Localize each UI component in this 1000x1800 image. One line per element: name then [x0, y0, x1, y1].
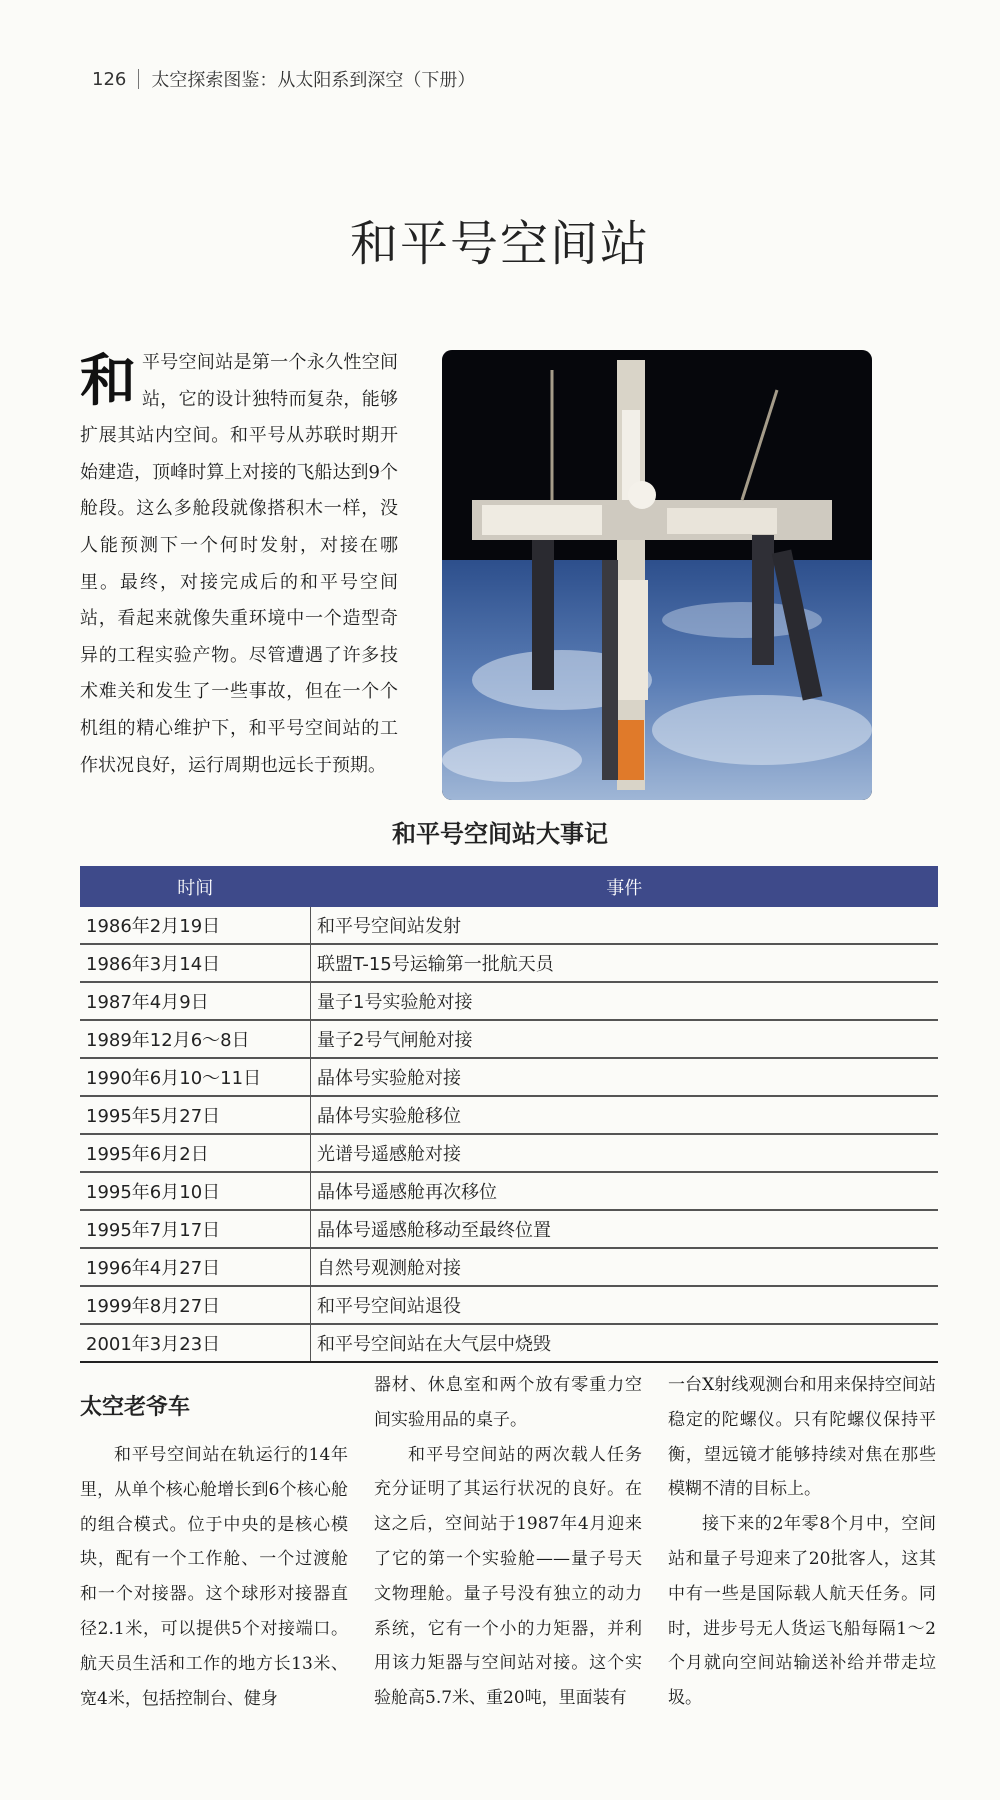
- event-description: 联盟T-15号运输第一批航天员: [311, 944, 939, 982]
- column-3: [668, 1368, 936, 1716]
- event-date: 1986年3月14日: [80, 944, 311, 982]
- page-number: 126: [92, 68, 127, 90]
- column-2-paragraph-2: 和平号空间站的两次载人任务充分证明了其运行状况的良好。在这之后，空间站于1987年4月迎来了它的第一个实验舱——量子号天文物理舱。量子号没有独立的动力系统，它有一个小的力矩器，并利用该力矩器与空间站对接。这个实验舱高5.7米、重20吨，里面装有: [374, 1444, 642, 1709]
- page-title: 和平号空间站: [349, 216, 650, 272]
- event-description: 晶体号实验舱对接: [311, 1058, 939, 1096]
- header-divider: [138, 69, 139, 89]
- event-date: 1990年6月10～11日: [80, 1058, 311, 1096]
- column-3-paragraph-1: 一台X射线观测台和用来保持空间站稳定的陀螺仪。只有陀螺仪保持平衡，望远镜才能够持续对焦在那些模糊不清的目标上。: [668, 1375, 936, 1500]
- table-row: [80, 982, 938, 1020]
- event-description: 自然号观测舱对接: [311, 1248, 939, 1286]
- event-description: 晶体号实验舱移位: [311, 1096, 939, 1134]
- event-date: 1987年4月9日: [80, 982, 311, 1020]
- event-date: 1995年6月2日: [80, 1134, 311, 1172]
- mir-station-photo: [442, 350, 872, 800]
- table-body: [80, 907, 938, 1362]
- event-description: 和平号空间站在大气层中烧毁: [311, 1324, 939, 1362]
- event-date: 1995年5月27日: [80, 1096, 311, 1134]
- column-2: [374, 1368, 642, 1716]
- column-2-paragraph-1: 器材、休息室和两个放有零重力空间实验用品的桌子。: [374, 1375, 642, 1430]
- table-row: [80, 907, 938, 944]
- event-date: 1995年6月10日: [80, 1172, 311, 1210]
- event-description: 和平号空间站发射: [311, 907, 939, 944]
- event-date: 2001年3月23日: [80, 1324, 311, 1362]
- column-1: [80, 1438, 348, 1716]
- events-table: [80, 866, 938, 1363]
- section-heading: 太空老爷车: [80, 1395, 191, 1420]
- table-row: [80, 1324, 938, 1362]
- intro-text: 平号空间站是第一个永久性空间站，它的设计独特而复杂，能够扩展其站内空间。和平号从苏联时期开始建造，顶峰时算上对接的飞船达到9个舱段。这么多舱段就像搭积木一样，没人能预测下一个何时发射，对接在哪里。最终，对接完成后的和平号空间站，看起来就像失重环境中一个造型奇异的工程实验产物。尽管遭遇了许多技术难关和发生了一些事故，但在一个个机组的精心维护下，和平号空间站的工作状况良好，运行周期也远长于预期。: [80, 352, 398, 776]
- running-header: [92, 66, 475, 92]
- table-title: 和平号空间站大事记: [392, 820, 608, 848]
- table-row: [80, 944, 938, 982]
- event-date: 1999年8月27日: [80, 1286, 311, 1324]
- table-row: [80, 1210, 938, 1248]
- intro-paragraph: [80, 345, 398, 784]
- table-row: [80, 1248, 938, 1286]
- event-description: 晶体号遥感舱再次移位: [311, 1172, 939, 1210]
- book-title: 太空探索图鉴：从太阳系到深空（下册）: [151, 70, 476, 91]
- event-description: 和平号空间站退役: [311, 1286, 939, 1324]
- event-date: 1986年2月19日: [80, 907, 311, 944]
- event-description: 光谱号遥感舱对接: [311, 1134, 939, 1172]
- event-date: 1996年4月27日: [80, 1248, 311, 1286]
- table-row: [80, 1286, 938, 1324]
- drop-cap: 和: [80, 349, 136, 414]
- column-1-paragraph: 和平号空间站在轨运行的14年里，从单个核心舱增长到6个核心舱的组合模式。位于中央的是核心模块，配有一个工作舱、一个过渡舱和一个对接器。这个球形对接器直径2.1米，可以提供5个对接端口。航天员生活和工作的地方长13米、宽4米，包括控制台、健身: [80, 1445, 348, 1709]
- table-row: [80, 1096, 938, 1134]
- table-row: [80, 1172, 938, 1210]
- event-description: 量子2号气闸舱对接: [311, 1020, 939, 1058]
- event-description: 晶体号遥感舱移动至最终位置: [311, 1210, 939, 1248]
- event-date: 1995年7月17日: [80, 1210, 311, 1248]
- table-row: [80, 1058, 938, 1096]
- column-3-paragraph-2: 接下来的2年零8个月中，空间站和量子号迎来了20批客人，这其中有一些是国际载人航天任务。同时，进步号无人货运飞船每隔1～2个月就向空间站输送补给并带走垃圾。: [668, 1514, 936, 1709]
- table-row: [80, 1134, 938, 1172]
- header-date: 时间: [80, 866, 311, 907]
- table-header-row: [80, 866, 938, 907]
- table-row: [80, 1020, 938, 1058]
- event-date: 1989年12月6～8日: [80, 1020, 311, 1058]
- header-event: 事件: [311, 866, 939, 907]
- event-description: 量子1号实验舱对接: [311, 982, 939, 1020]
